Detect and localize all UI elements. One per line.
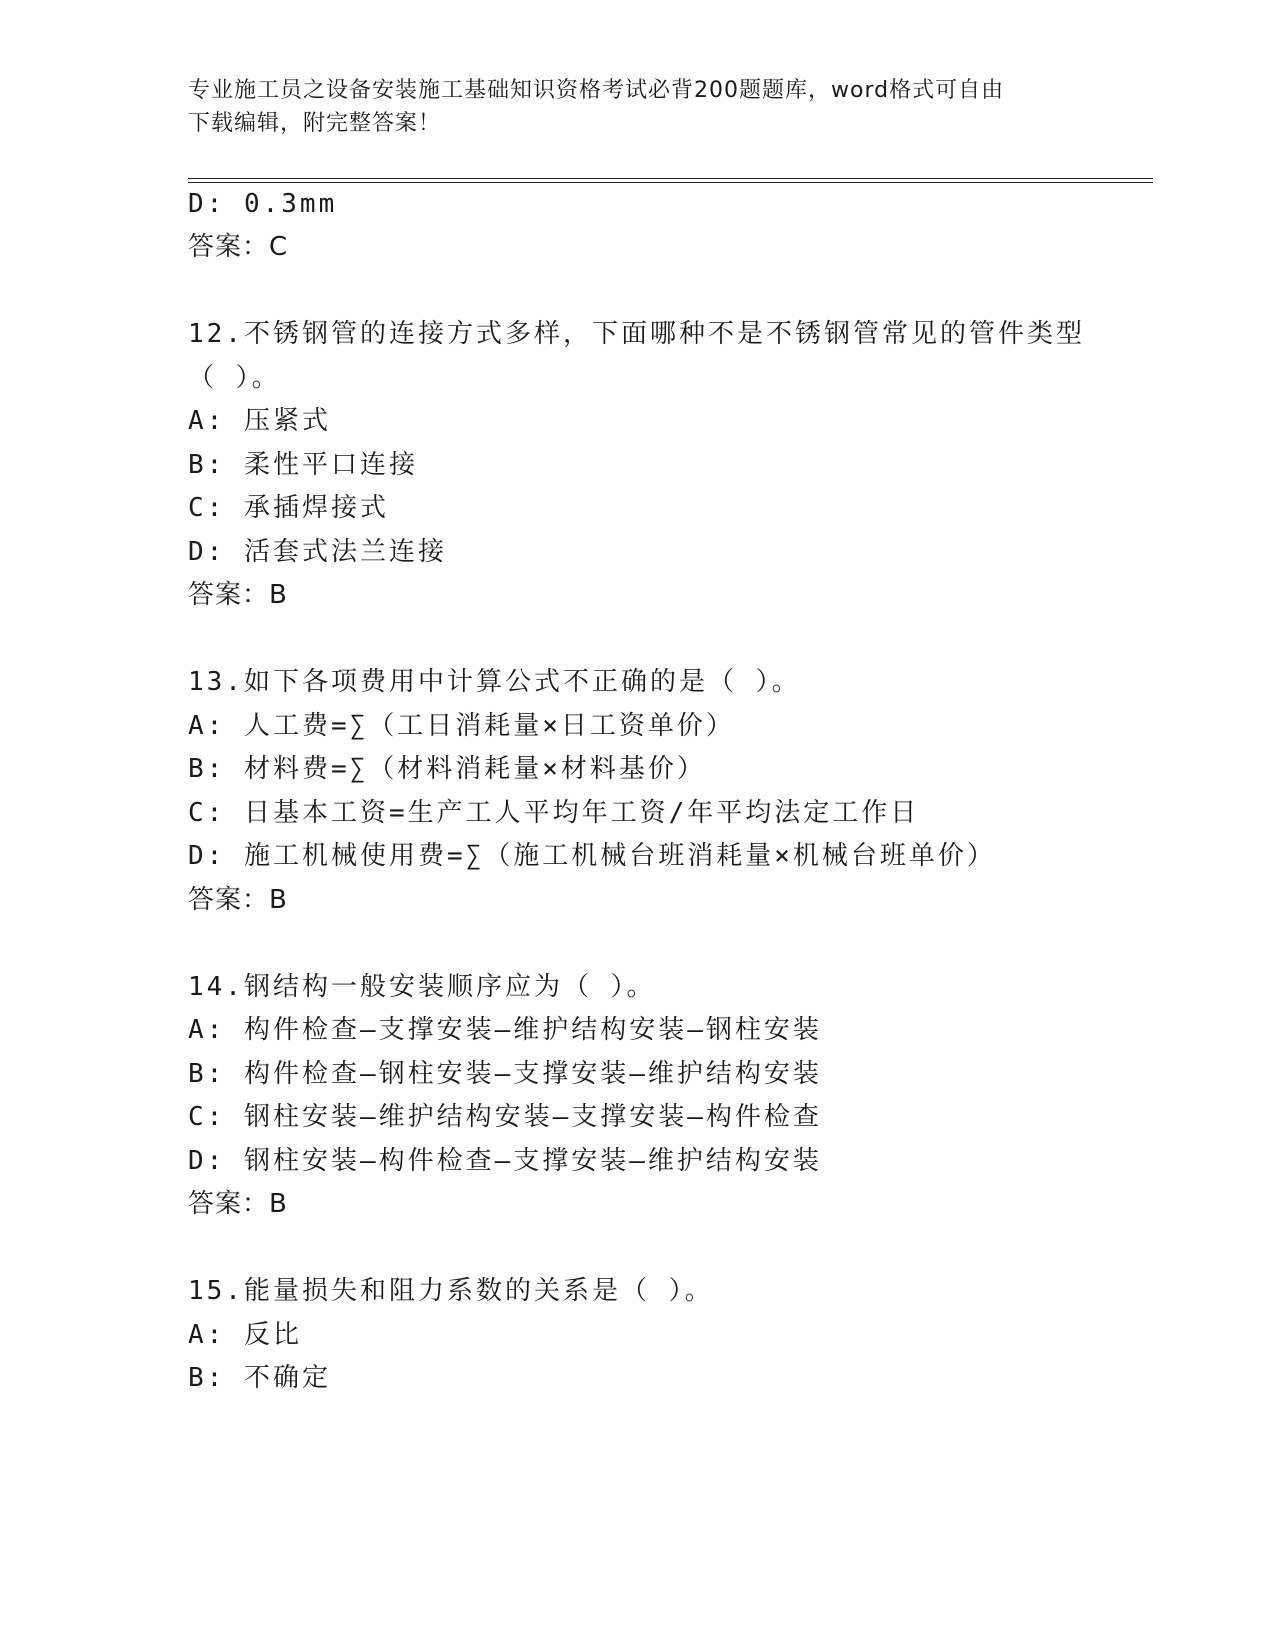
option-a: A: 压紧式: [188, 406, 331, 436]
option-a: A: 人工费=∑（工日消耗量×日工资单价）: [188, 711, 735, 741]
answer: 答案：B: [188, 885, 288, 915]
option-d: D: 施工机械使用费=∑（施工机械台班消耗量×机械台班单价）: [188, 841, 996, 871]
header-line-2: 下载编辑，附完整答案！: [188, 111, 442, 136]
header-line-1: 专业施工员之设备安装施工基础知识资格考试必背200题题库，word格式可自由: [188, 78, 1005, 103]
option-d: D: 钢柱安装—构件检查—支撑安装—维护结构安装: [188, 1146, 822, 1176]
option-c: C: 钢柱安装—维护结构安装—支撑安装—构件检查: [188, 1102, 822, 1132]
option-d: D: 活套式法兰连接: [188, 537, 447, 567]
option-b: B: 柔性平口连接: [188, 450, 418, 480]
question-stem: 13.如下各项费用中计算公式不正确的是（ ）。: [188, 667, 801, 697]
option-a: A: 构件检查—支撑安装—维护结构安装—钢柱安装: [188, 1015, 822, 1045]
question-stem: 14.钢结构一般安装顺序应为（ ）。: [188, 972, 656, 1002]
option-c: C: 日基本工资=生产工人平均年工资/年平均法定工作日: [188, 798, 920, 828]
option-b: B: 构件检查—钢柱安装—支撑安装—维护结构安装: [188, 1059, 822, 1089]
answer: 答案：B: [188, 1189, 288, 1219]
question-stem: 12.不锈钢管的连接方式多样，下面哪种不是不锈钢管常见的管件类型: [188, 319, 1085, 349]
option-b: B: 材料费=∑（材料消耗量×材料基价）: [188, 754, 706, 784]
option-c: C: 承插焊接式: [188, 493, 389, 523]
answer: 答案：B: [188, 580, 288, 610]
question-stem: 15.能量损失和阻力系数的关系是（ ）。: [188, 1276, 714, 1306]
option-b: B: 不确定: [188, 1363, 331, 1393]
document-header: [188, 74, 1068, 140]
header-divider: [188, 178, 1153, 183]
question-stem-cont: （ ）。: [188, 363, 281, 393]
prev-answer: 答案：C: [188, 232, 289, 262]
option-a: A: 反比: [188, 1320, 302, 1350]
prev-option-d: D: 0.3mm: [188, 189, 338, 219]
